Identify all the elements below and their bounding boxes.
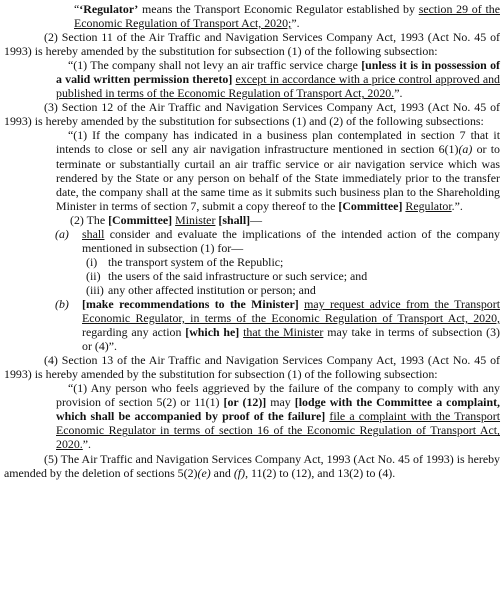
deleted-text: [make recommendations to the Minister] [82,296,299,311]
paragraph-ref: (e) [197,465,211,480]
section-text: , 11(2) to (12), and 13(2) to (4). [245,465,396,480]
inserted-text: section 29 of the Economic Regulation of Transport Act, 2020; [74,2,500,31]
paragraph-text: regarding any action [82,325,186,340]
dash: — [250,212,263,227]
close-quote: ”. [394,86,403,101]
subparagraph-label: (iii) [86,282,104,297]
subparagraph-ii [4,269,500,283]
subparagraph-label: (i) [86,254,98,269]
regulator-definition [4,2,500,30]
deleted-text: [Committee] [338,198,403,213]
section-13-subsection-1 [4,381,500,451]
section-4-intro: (4) Section 13 of the Air Traffic and Navigation Services Company Act, 1993 (Act No. 45 of 1993) is hereby amended by the substitution for subsection (1) of the following subsection: [4,353,500,382]
inserted-text: may request advice from the Transport Economic Regulator, in terms of the Economic Regulation of Transport Act, 2020, [82,296,500,326]
inserted-text: Minister [175,212,216,227]
quoted-text: “(1) The company shall not levy an air traffic service charge [68,58,362,73]
inserted-text: Regulator [405,198,452,213]
deleted-text: [which he] [185,325,240,340]
deleted-text: [unless it is in possession of a valid written permission thereto] [56,58,500,87]
close-quote: .”. [451,198,463,213]
open-quote: “ [74,2,80,16]
subparagraph-text: the users of the said infrastructure or such service; and [108,268,368,283]
section-12-subsection-2 [4,213,500,227]
subparagraph-i [4,255,500,269]
subparagraph-text: any other affected institution or person; and [108,282,316,297]
deleted-text: [shall] [218,212,251,227]
paragraph-b [4,297,500,353]
deleted-text: [lodge with the Committee a complaint, which shall be accompanied by proof of the failure] [56,395,500,424]
section-2-intro: (2) Section 11 of the Air Traffic and Navigation Services Company Act, 1993 (Act No. 45 of 1993) is hereby amended by the substitution for subsection (1) of the following subsection: [4,30,500,59]
subparagraph-iii [4,283,500,297]
paragraph-a [4,227,500,255]
section-text: and [210,465,234,480]
section-3-intro: (3) Section 12 of the Air Traffic and Navigation Services Company Act, 1993 (Act No. 45 of 1993) is hereby amended by the substitution for subsections (1) and (2) of the following subsections: [4,100,500,129]
inserted-text: shall [82,226,105,241]
defined-term: ‘Regulator’ [79,2,139,16]
paragraph-text: consider and evaluate the implications of the intended action of the company mentioned in subsection (1) for— [82,226,500,255]
close-quote: ”. [82,437,92,452]
paragraph-text: may take in terms of subsection (3) or (4)”. [82,325,500,354]
quoted-text: (2) The [70,212,109,227]
paragraph-label: (b) [55,296,69,311]
subparagraph-label: (ii) [86,268,101,283]
inserted-text: file a complaint with the Transport Economic Regulator in terms of section 16 of the Economic Regulation of Transport Act, 2020. [56,409,501,452]
inserted-text: that the Minister [243,325,324,340]
quoted-text: may [266,395,295,410]
quoted-text: or to terminate or substantially curtail an air traffic service or air navigation service which was rendered by the State or any person on behalf of the State immediately prior to the transfer date, the company shall at the same time as it submits such business plan to the Shareholding Minister in terms of section 7, submit a copy thereof to the [56,142,501,213]
paragraph-ref: (f) [233,465,246,480]
paragraph-label: (a) [55,226,69,241]
quoted-text: “(1) If the company has indicated in a business plan contemplated in section 7 that it intends to close or sell any air navigation infrastructure mentioned in section 6(1) [56,128,500,157]
close-quote: ”. [291,16,300,31]
paragraph-ref: (a) [458,142,473,157]
inserted-text: except in accordance with a price control approved and published in terms of the Economic Regulation of Transport Act, 2020. [56,72,500,101]
deleted-text: [or (12)] [223,395,267,410]
deleted-text: [Committee] [108,212,173,227]
subparagraph-text: the transport system of the Republic; [108,254,284,269]
definition-text: means the Transport Economic Regulator established by [138,2,419,16]
section-11-subsection-1 [4,58,500,100]
section-12-subsection-1 [4,128,500,212]
section-text: (5) The Air Traffic and Navigation Services Company Act, 1993 (Act No. 45 of 1993) is hereby amended by the deletion of sections 5(2) [4,451,500,480]
section-5 [4,452,500,480]
quoted-text: “(1) Any person who feels aggrieved by the failure of the company to comply with any provision of section 5(2) or 11(1) [56,381,500,410]
